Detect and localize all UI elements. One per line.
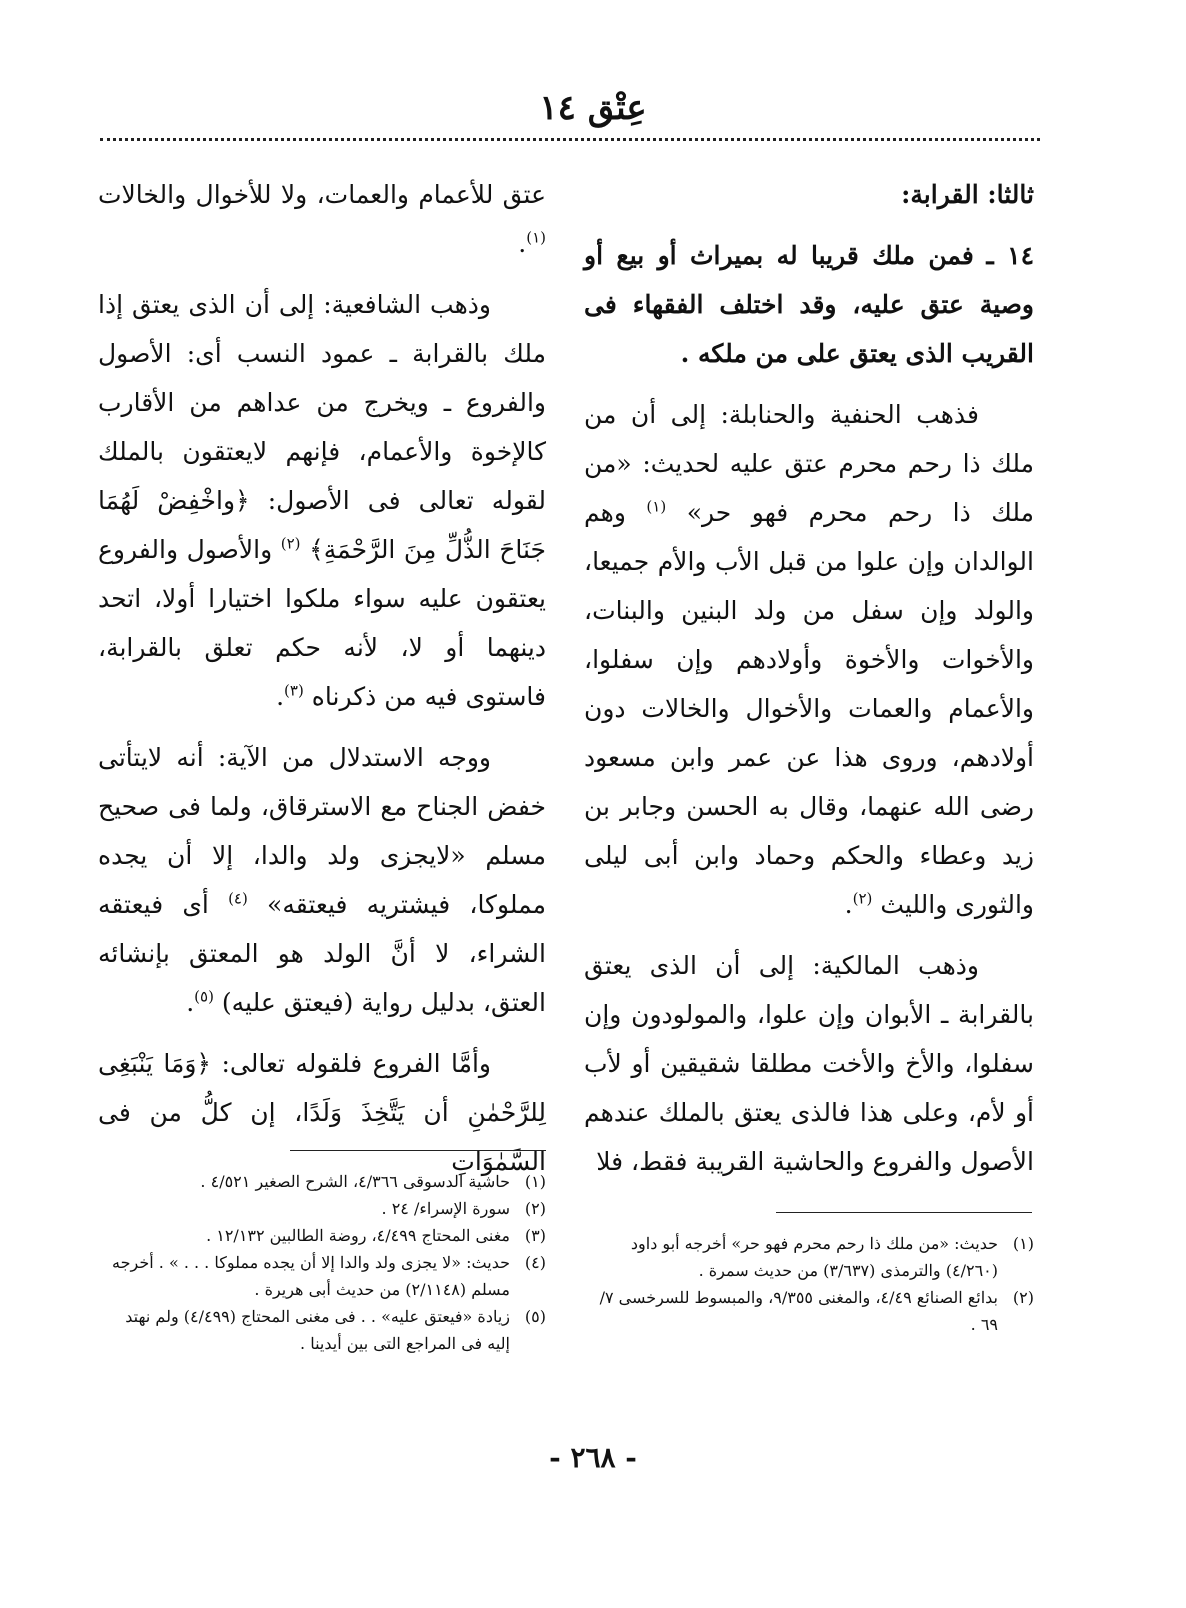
footnote-number: (٢): [1012, 1288, 1034, 1307]
maliki-paragraph: وذهب المالكية: إلى أن الذى يعتق بالقرابة ـ الأبوان وإن علوا، والمولودون وإن سفلوا، والأخ والأخت مطلقا شقيقين أو لأب أو لأم، وعلى هذا فالذى يعتق بالملك عندهم الأصول والفروع والحاشية القريبة فقط، فلا: [584, 951, 1034, 1176]
section-heading: ثالثا: القرابة:: [901, 180, 1034, 209]
footnote: [98, 1222, 546, 1249]
hanafi-hanbali-paragraph: فذهب الحنفية والحنابلة: إلى أن من ملك ذا رحم محرم عتق عليه لحديث: «من ملك ذا رحم محرم فهو حر» $^{(١)}$ وهم الوالدان وإن علوا من قبل الأب والأم جميعا، والولد وإن سفل من ولد البنين والبنات، والأخوات والأخوة وأولادهم وإن سفلوا، والأعمام والعمات والأخوال والخالات دون أولادهم، وروى هذا عن عمر وابن مسعود رضى الله عنهما، وقال به الحسن وجابر بن زيد وعطاء والحكم وحماد وابن أبى ليلى والثورى والليث $^{(٢)}$.: [584, 400, 1034, 919]
footnote-ref: (٢): [852, 889, 873, 908]
footnote-number: (٤): [524, 1253, 546, 1272]
hanafi-text-b: وهم الوالدان وإن علوا من قبل الأب والأم جميعا، والولد وإن سفل من ولد البنين والبنات، والأخوات والأخوة وأولادهم وإن سفلوا، والأعمام والعمات والأخوال والخالات دون أولادهم، وروى هذا عن عمر وابن مسعود رضى الله عنهما، وقال به الحسن وجابر بن زيد وعطاء والحكم وحماد وابن أبى ليلى والثورى والليث: [584, 498, 1034, 919]
footnote-number: (١): [524, 1172, 546, 1191]
header-dotted-rule: [100, 138, 1040, 141]
inference-paragraph: ووجه الاستدلال من الآية: أنه لايتأتى خفض الجناح مع الاسترقاق، ولما فى صحيح مسلم «لايجزى ولد والدا، إلا أن يجده مملوكا، فيشتريه فيعتقه» $^{(٤)}$ أى فيعتقه الشراء، لا أنَّ الولد هو المعتق بإنشائه العتق، بدليل رواية (فيعتق عليه) $^{(٥)}$.: [98, 743, 546, 1017]
page-number: - ٢٦٨ -: [549, 1441, 637, 1474]
footnote: [98, 1195, 546, 1222]
running-header: عِتْق ١٤: [539, 88, 647, 128]
footnote-number: (٣): [524, 1226, 546, 1245]
shafii-text-a: وذهب الشافعية: إلى أن الذى يعتق إذا ملك بالقرابة ـ عمود النسب أى: الأصول والفروع ـ ويخرج من عداهم من الأقارب كالإخوة والأعمام، فإنهم لايعتقون بالملك لقوله تعالى فى الأصول: ﴿واخْفِضْ لَهُمَا جَنَاحَ الذُّلِّ مِنَ الرَّحْمَةِ﴾: [98, 290, 547, 564]
footnote-ref: (١): [526, 228, 546, 247]
footnote-text: مغنى المحتاج ٤/٤٩٩، روضة الطالبين ١٢/١٣٢ .: [206, 1226, 510, 1245]
footnote: [98, 1168, 546, 1195]
footnote-text: سورة الإسراء/ ٢٤ .: [381, 1199, 510, 1218]
footnote-separator-left: [290, 1150, 546, 1151]
footnote-ref: (٥): [194, 987, 214, 1006]
footnote: [98, 1303, 546, 1357]
footnote-ref: (١): [646, 497, 667, 516]
footnote-text: حديث: «من ملك ذا رحم محرم فهو حر» أخرجه أبو داود (٤/٢٦٠) والترمذى (٣/٦٣٧) من حديث سمرة .: [630, 1234, 998, 1280]
hanafi-text-a: فذهب الحنفية والحنابلة: إلى أن من ملك ذا رحم محرم عتق عليه لحديث: «من ملك ذا رحم محرم فهو حر»: [584, 400, 1034, 527]
paragraph-14: [584, 231, 1034, 378]
inference-text-a: ووجه الاستدلال من الآية: أنه لايتأتى خفض الجناح مع الاسترقاق، ولما فى صحيح مسلم «لايجزى ولد والدا، إلا أن يجده مملوكا، فيشتريه فيعتقه»: [98, 743, 546, 919]
footnote-text: زيادة «فيعتق عليه» . . فى مغنى المحتاج (٤/٤٩٩) ولم نهتد إليه فى المراجع التى بين أيدينا .: [125, 1307, 510, 1353]
footnote-number: (١): [1012, 1234, 1034, 1253]
paragraph-14-text: فمن ملك قريبا له بميراث أو بيع أو وصية عتق عليه، وقد اختلف الفقهاء فى القريب الذى يعتق على من ملكه .: [584, 241, 1034, 368]
inference-text-b: أى فيعتقه الشراء، لا أنَّ الولد هو المعتق بإنشائه العتق، بدليل رواية (فيعتق عليه): [98, 890, 546, 1017]
footnote: [98, 1249, 546, 1303]
footnote-ref: (٤): [228, 889, 248, 908]
paragraph-number: ١٤ ـ: [986, 241, 1034, 270]
footnote: [584, 1230, 1034, 1284]
left-column: [98, 170, 546, 1198]
footnote-ref: (٣): [284, 681, 304, 700]
descendants-paragraph: وأمَّا الفروع فلقوله تعالى: ﴿وَمَا يَنْبَغِى لِلرَّحْمٰنِ أن يَتَّخِذَ وَلَدًا، إن كلُّ من فى السَّمٰوَاتِ: [98, 1049, 546, 1176]
footnote-text: بدائع الصنائع ٤/٤٩، والمغنى ٩/٣٥٥، والمبسوط للسرخسى ٧/ ٦٩ .: [599, 1288, 998, 1334]
footnote-text: حاشية الدسوقى ٤/٣٦٦، الشرح الصغير ٤/٥٢١ .: [200, 1172, 510, 1191]
shafii-text-b: والأصول والفروع يعتقون عليه سواء ملكوا اختيارا أولا، اتحد دينهما أو لا، لأنه حكم تعلق بالقرابة، فاستوى فيه من ذكرناه: [98, 535, 546, 711]
footnote-number: (٥): [524, 1307, 546, 1326]
continuation-text: عتق للأعمام والعمات، ولا للأخوال والخالات: [98, 180, 546, 209]
footnotes-left: [98, 1168, 546, 1357]
shafii-paragraph: وذهب الشافعية: إلى أن الذى يعتق إذا ملك بالقرابة ـ عمود النسب أى: الأصول والفروع ـ ويخرج من عداهم من الأقارب كالإخوة والأعمام، فإنهم لايعتقون بالملك لقوله تعالى فى الأصول: ﴿واخْفِضْ لَهُمَا جَنَاحَ الذُّلِّ مِنَ الرَّحْمَةِ﴾ $^{(٢)}$ والأصول والفروع يعتقون عليه سواء ملكوا اختيارا أولا، اتحد دينهما أو لا، لأنه حكم تعلق بالقرابة، فاستوى فيه من ذكرناه $^{(٣)}$.: [98, 290, 547, 711]
footnote: [584, 1284, 1034, 1338]
footnote-separator-right: [776, 1212, 1032, 1213]
footnote-ref: (٢): [280, 534, 301, 553]
right-column: [584, 170, 1034, 1198]
footnote-text: حديث: «لا يجزى ولد والدا إلا أن يجده مملوكا . . . » . أخرجه مسلم (٢/١١٤٨) من حديث أبى هريرة .: [112, 1253, 510, 1299]
continuation-paragraph: عتق للأعمام والعمات، ولا للأخوال والخالات $^{(١)}$.: [98, 180, 546, 258]
footnote-number: (٢): [524, 1199, 546, 1218]
footnotes-right: [584, 1230, 1034, 1338]
